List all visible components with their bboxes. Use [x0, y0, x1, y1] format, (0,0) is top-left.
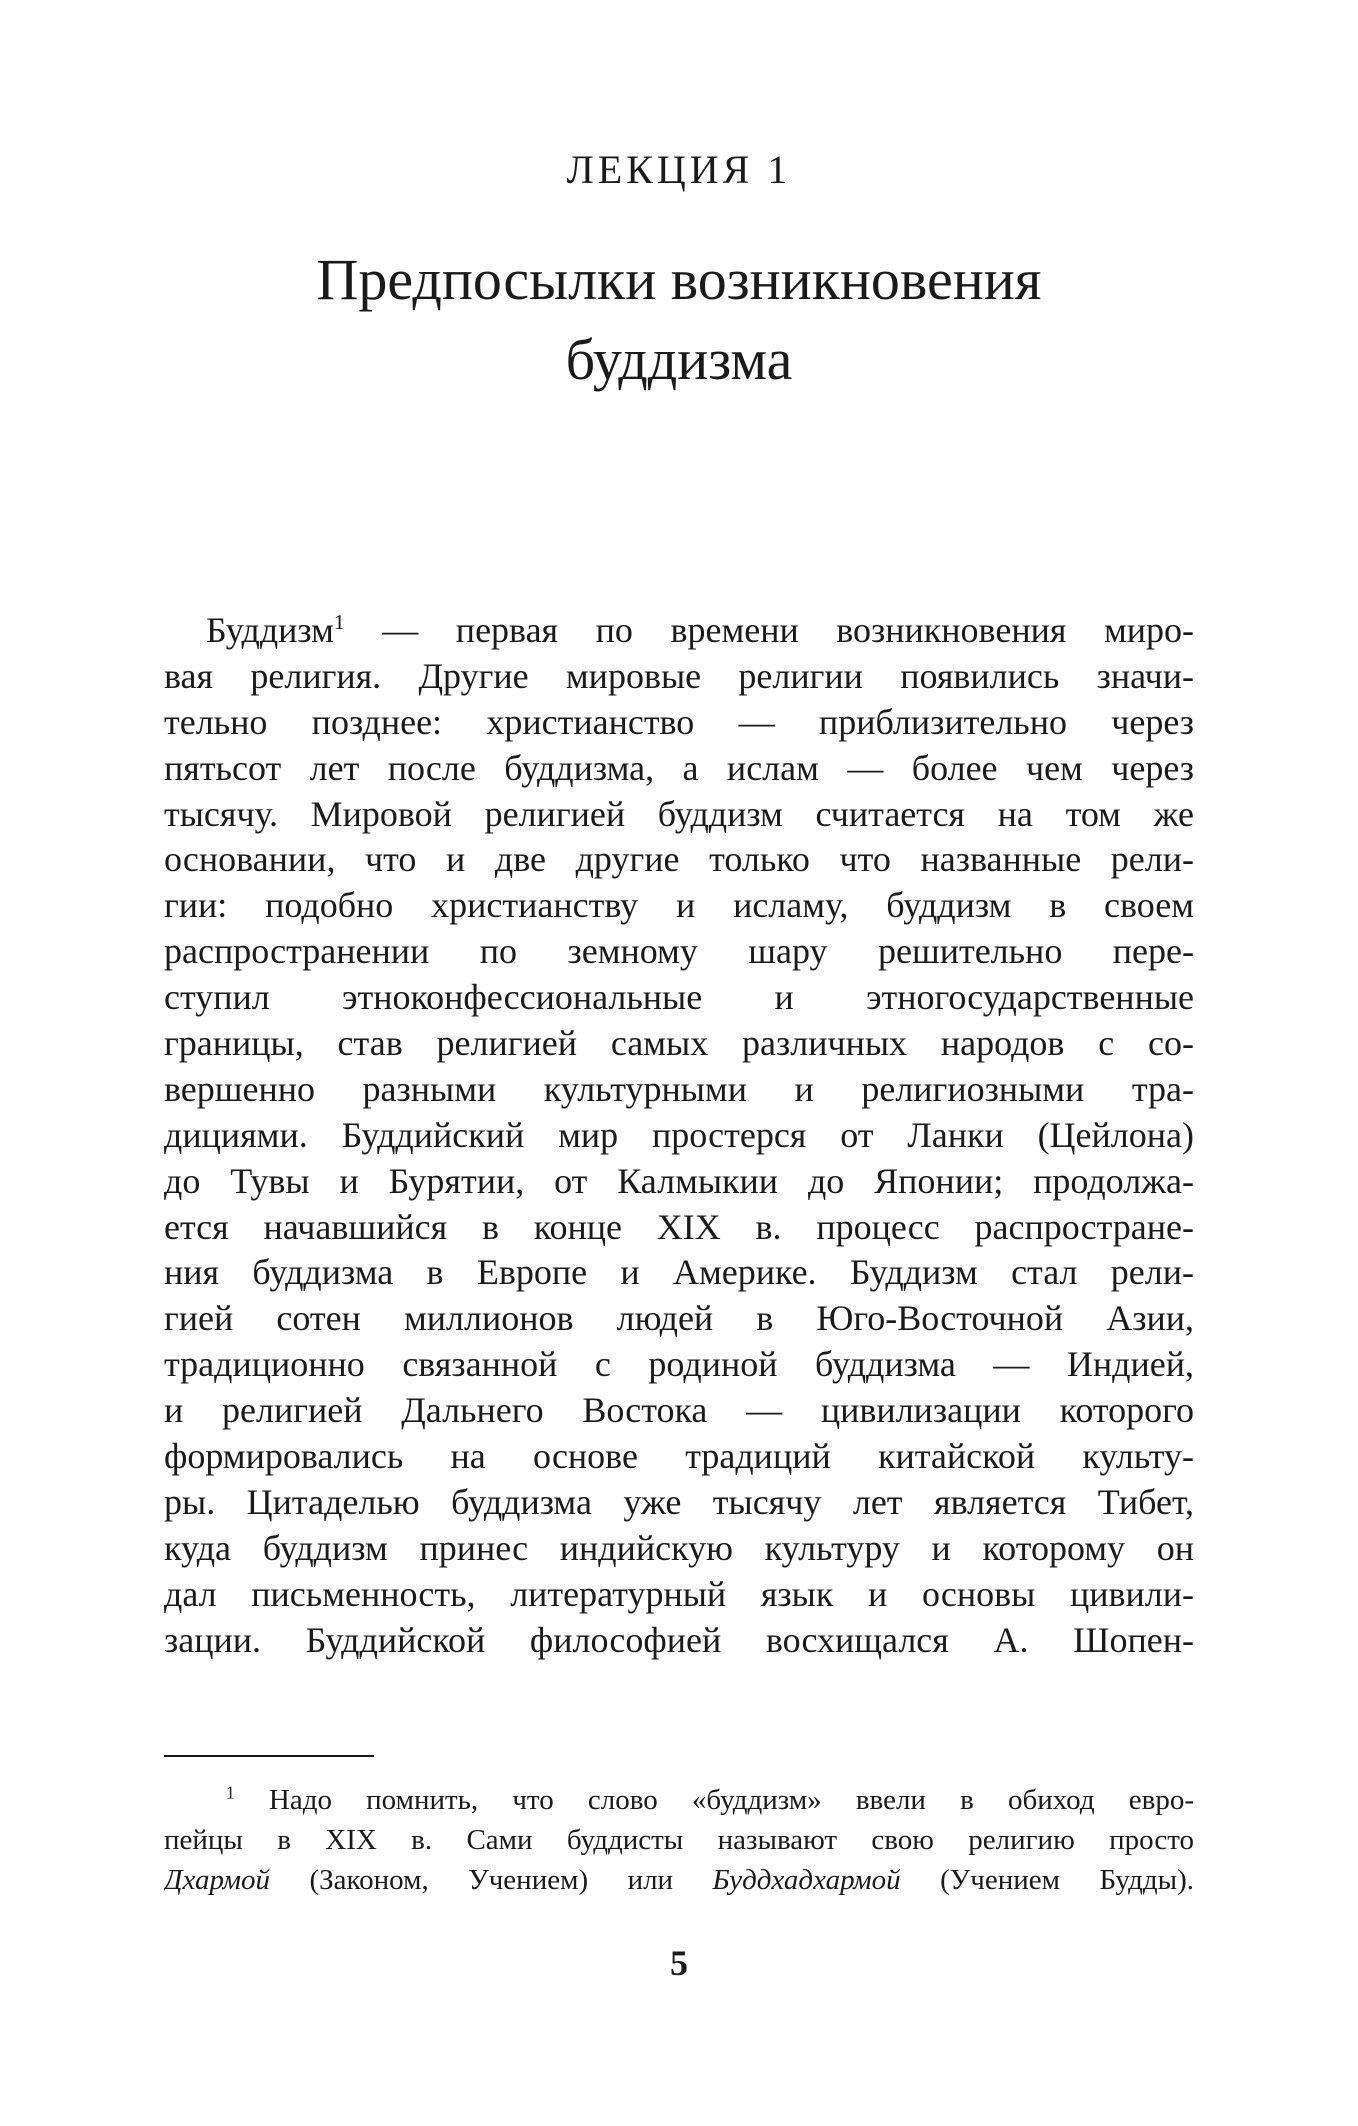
- first-word: Буддизм: [206, 610, 334, 650]
- chapter-title-line-2: буддизма: [565, 327, 793, 392]
- chapter-title-line-1: Предпосылки возникновения: [316, 247, 1042, 312]
- footnote-line-3-mid: (Законом, Учением) или: [270, 1864, 713, 1896]
- body-line: ется начавшийся в конце XIX в. процесс распростране-: [164, 1206, 1194, 1247]
- body-line: пятьсот лет после буддизма, а ислам — более чем через: [164, 747, 1194, 788]
- chapter-title: [200, 240, 1158, 400]
- body-line: ры. Цитаделью буддизма уже тысячу лет является Тибет,: [164, 1481, 1194, 1522]
- footnote-marker: 1: [226, 1782, 235, 1803]
- body-line: гией сотен миллионов людей в Юго-Восточной Азии,: [164, 1298, 1194, 1339]
- body-paragraph: [164, 608, 1194, 1663]
- body-line: традиционно связанной с родиной буддизма — Индией,: [164, 1344, 1194, 1385]
- footnote-italic-buddhadharma: Буддхадхармой: [712, 1864, 901, 1896]
- footnote-line-3: [164, 1860, 1194, 1900]
- footnote: [164, 1780, 1194, 1900]
- lecture-label: ЛЕКЦИЯ 1: [566, 147, 792, 192]
- footnote-italic-dharma: Дхармой: [164, 1864, 271, 1896]
- body-line: тысячу. Мировой религией буддизм считается на том же: [164, 793, 1194, 834]
- body-line: формировались на основе традиций китайской культу-: [164, 1436, 1194, 1477]
- body-line-1-rest: — первая по времени возникновения миро-: [344, 610, 1194, 650]
- footnote-line-2: пейцы в XIX в. Сами буддисты называют свою религию просто: [164, 1824, 1194, 1856]
- page-number: 5: [670, 1943, 688, 1983]
- footnote-line-1-text: Надо помнить, что слово «буддизм» ввели в обиход евро-: [234, 1784, 1194, 1816]
- body-line-1: [164, 608, 1194, 654]
- footnote-line-1: [164, 1780, 1194, 1820]
- body-line: гии: подобно христианству и исламу, буддизм в своем: [164, 885, 1194, 926]
- body-line: ния буддизма в Европе и Америке. Буддизм стал рели-: [164, 1252, 1194, 1293]
- body-line: вая религия. Другие мировые религии появились значи-: [164, 655, 1194, 696]
- body-line: границы, став религией самых различных народов с со-: [164, 1023, 1194, 1064]
- body-line: основании, что и две другие только что названные рели-: [164, 839, 1194, 880]
- body-line: распространении по земному шару решительно пере-: [164, 931, 1194, 972]
- footnote-line-3-end: (Учением Будды).: [900, 1864, 1194, 1896]
- body-line: ступил этноконфессиональные и этногосударственные: [164, 977, 1194, 1018]
- body-line: до Тувы и Бурятии, от Калмыкии до Японии; продолжа-: [164, 1160, 1194, 1201]
- body-line: дал письменность, литературный язык и основы цивили-: [164, 1573, 1194, 1614]
- body-line: зации. Буддийской философией восхищался А. Шопен-: [164, 1619, 1194, 1660]
- body-line: куда буддизм принес индийскую культуру и которому он: [164, 1527, 1194, 1568]
- footnote-reference: 1: [333, 610, 345, 634]
- body-line: тельно позднее: христианство — приблизительно через: [164, 701, 1194, 742]
- body-line: дициями. Буддийский мир простерся от Ланки (Цейлона): [164, 1114, 1194, 1155]
- body-line: и религией Дальнего Востока — цивилизации которого: [164, 1390, 1194, 1431]
- body-line: вершенно разными культурными и религиозными тра-: [164, 1068, 1194, 1109]
- footnote-divider: [164, 1755, 374, 1757]
